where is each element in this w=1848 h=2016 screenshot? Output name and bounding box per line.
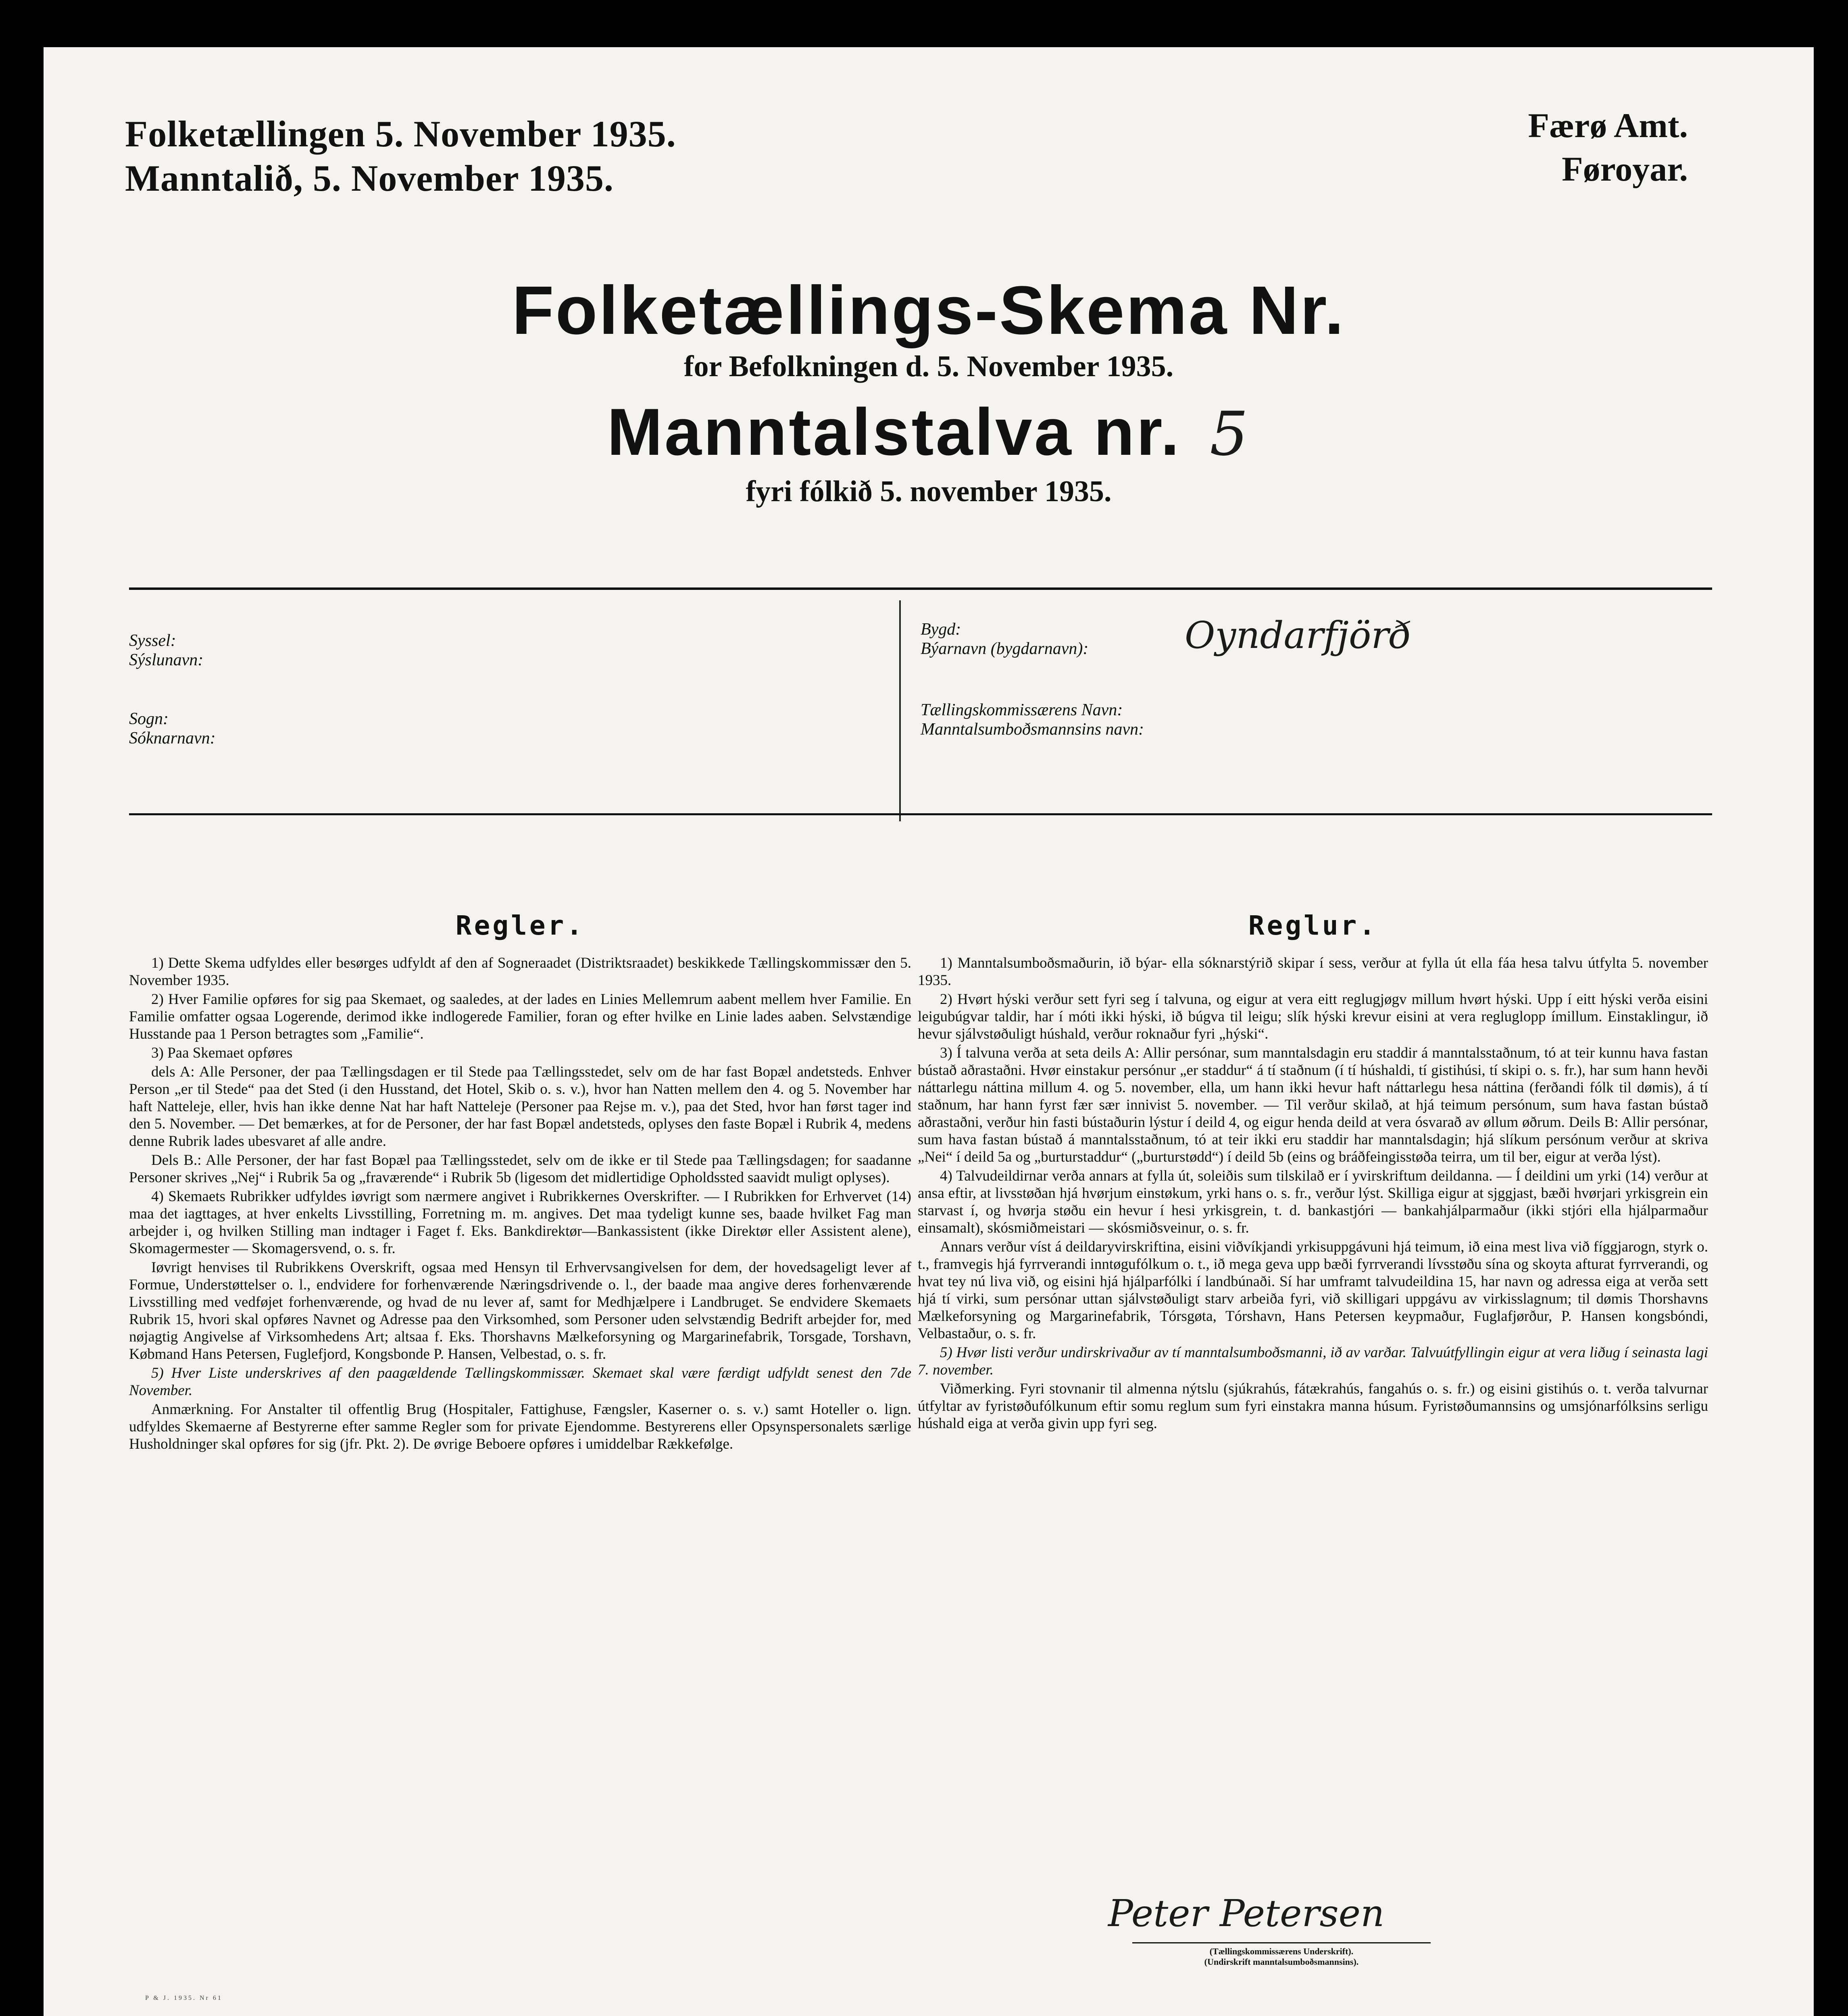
rules-heading-faroese: Reglur. <box>1248 910 1378 941</box>
rule-fo-3: 3) Í talvuna verða at seta deils A: Allir persónar, sum manntalsdagin eru staddir á manntalsstaðnum, tó at teir kunnu hava fastan bústað aðrastaðni. Hvør einstakur persónur „er staddur“ á tí staðnum (í tí húshaldi, tí gistihúsi, tí skipi o. s. fr.), har sum hann hevði náttarlegu náttina millum 4. og 5. november, ella, um hann ikki hevur haft náttarlegu hesa náttina (ferðandi fólk til dømis), á tí staðnum, har hann fyrst fær sær innivist 5. november. — Til verður skilað, at hjá teimum persónum, sum hava fastan bústað aðrastaðni, verður hin fasti bústaðurin lýstur í deild 4, og eigur henda deild at vera ósvarað av øllum øðrum. Deils B: Allir persónar, sum hava fastan bústað á manntalsstaðnum, tó at teir ikki eru staddir har manntalsdagin; hjá slíkum persónum verður at skriva „Nei“ í deild 5a og „burturstaddur“ („burturstødd“) í deild 5b (eins og bráðfeingisstøða teirra, um til ber, eigur at verða lýst). <box>918 1045 1708 1165</box>
print-mark: P & J. 1935. Nr 61 <box>145 1995 223 2001</box>
bottom-divider <box>129 813 1712 815</box>
bygd-label: Bygd: <box>921 620 961 639</box>
bygd-value-handwritten: Oyndarfjörð <box>1185 614 1411 657</box>
header-right-line1: Færø Amt. <box>1528 106 1688 145</box>
rule-fo-note: Viðmerking. Fyri stovnanir til almenna nýtslu (sjúkrahús, fátækrahús, fangahús o. s. fr.) og eisini gistihús o. t. verða talvurnar útfyltar av fyristøðufólkunum eftir somu reglum sum fyri einstakra manna húsum. Fyristøðumannsins og umsjónarfólksins serligu húshald eiga at verða givin upp fyri seg. <box>918 1381 1708 1432</box>
rule-fo-1: 1) Manntalsumboðsmaðurin, ið býar- ella sóknarstýrið skipar í sess, verður at fylla út ella fáa hesa talvu útfylta 5. november 1935. <box>918 955 1708 989</box>
rule-da-note: Anmærkning. For Anstalter til offentlig Brug (Hospitaler, Fattighuse, Fængsler, Kaserner o. s. v.) samt Hoteller o. lign. udfyldes Skemaerne af Bestyrerne efter samme Regler som for private Ejendomme. Bestyrerens eller Opsynspersonalets særlige Husholdninger skal opføres for sig (jfr. Pkt. 2). De øvrige Beboere opføres i umiddelbar Rækkefølge. <box>129 1401 911 1452</box>
sogn-label: Sogn: <box>129 710 169 728</box>
header-right <box>1528 104 1688 191</box>
form-title-danish: Folketællings-Skema Nr. <box>512 272 1346 349</box>
rule-fo-5: 5) Hvør listi verður undirskrivaður av tí manntalsumboðsmanni, ið av varðar. Talvuútfyllingin eigur at vera liðug í seinasta lagi 7. november. <box>918 1344 1708 1378</box>
byarnavn-label: Býarnavn (bygdarnavn): <box>921 639 1089 658</box>
rule-da-4: 4) Skemaets Rubrikker udfyldes iøvrigt som nærmere angivet i Rubrikkernes Overskrifter. — I Rubrikken for Erhvervet (14) maa det iagttages, at hver enkelts Livsstilling, Forretning m. m. angives. Det maa tydeligt kunne ses, baade hvilket Fag man arbejder i, og hvilken Stilling man indtager i Faget f. Eks. Bankdirektør—Bankassistent (ikke Direktør eller Assistent alene), Skomagermester — Skomagersvend, o. s. fr. <box>129 1188 911 1257</box>
handwritten-form-number: 5 <box>1210 399 1250 469</box>
census-form-sheet <box>44 47 1814 2016</box>
umbodsmann-label: Manntalsumboðsmannsins navn: <box>921 720 1144 739</box>
syssel-field <box>129 631 203 670</box>
header-left <box>125 112 676 200</box>
header-left-line2: Manntalið, 5. November 1935. <box>125 158 614 199</box>
rule-da-2: 2) Hver Familie opføres for sig paa Skemaet, og saaledes, at der lades en Linies Mellemrum aabent mellem hver Familie. En Familie omfatter ogsaa Logerende, derimod ikke indlogerede Familier, foran og efter hvilke en Linie lades aaben. Selvstændige Husstande paa 1 Person betragtes som „Familie“. <box>129 991 911 1042</box>
header-left-line1: Folketællingen 5. November 1935. <box>125 113 676 154</box>
signature-caption <box>1124 1946 1439 1967</box>
form-subtitle-faroese: fyri fólkið 5. november 1935. <box>746 475 1112 508</box>
soknarnavn-label: Sóknarnavn: <box>129 729 216 748</box>
rule-fo-4: 4) Talvudeildirnar verða annars at fylla út, soleiðis sum tilskilað er í yvirskriftum deildanna. — Í deildini um yrki (14) verður at ansa eftir, at livsstøðan hjá hvørjum einstøkum, yrki hans o. s. fr., verður lýst. Skilliga eigur at sjggjast, bæði hvørjari yrkisgrein ein starvast í, og hvørja støðu ein hevur í hesi yrkisgrein, t. d. bankastjóri — bankahjálparmaður (ikki stjóri ella hjálparmaður einsamalt), skósmiðmeistari — skósmiðsveinur, o. s. fr. <box>918 1168 1708 1236</box>
sogn-field <box>129 709 216 748</box>
syslunavn-label: Sýslunavn: <box>129 651 204 669</box>
rules-text-danish <box>129 954 911 1454</box>
bygd-field <box>921 620 1088 658</box>
rule-da-5: 5) Hver Liste underskrives af den paagældende Tællingskommissær. Skemaet skal være færdigt udfyldt senest den 7de November. <box>129 1365 911 1399</box>
rule-da-1: 1) Dette Skema udfyldes eller besørges udfyldt af den af Sogneraadet (Distriktsraadet) beskikkede Tællingskommissær den 5. November 1935. <box>129 955 911 989</box>
rules-text-faroese <box>918 954 1708 1434</box>
form-title-faroese-text: Manntalstalva nr. <box>607 395 1181 469</box>
rules-heading-danish: Regler. <box>455 910 585 941</box>
rule-da-3: 3) Paa Skemaet opføres <box>151 1045 293 1061</box>
signature-caption-danish: (Tællingskommissærens Underskrift). <box>1209 1946 1354 1956</box>
rule-da-3b: Dels B.: Alle Personer, der har fast Bopæl paa Tællingsstedet, selv om de ikke er til Stede paa Tællingsdagen; for saadanne Personer skrives „Nej“ i Rubrik 5a og „fraværende“ i Rubrik 5b (ligesom det midlertidige Opholdssted saavidt muligt oplyses). <box>129 1152 911 1186</box>
rule-fo-2: 2) Hvørt hýski verður sett fyri seg í talvuna, og eigur at vera eitt reglugjøgv millum hvørt hýski. Upp í eitt hýski verða eisini leigubúgvar taldir, har í móti ikki hýski, ið búgva til leigu; slík hýski krevur eisini at vera regluglopp ímillum. Einstaklingur, ið hevur sjálvstøðuligt húshald, verður roknaður fyri „hýski“. <box>918 991 1708 1042</box>
signature-line <box>1132 1942 1431 1943</box>
signature-caption-faroese: (Undirskrift manntalsumboðsmannsins). <box>1204 1957 1359 1967</box>
rule-fo-4b: Annars verður víst á deildaryvirskriftina, eisini viðvíkjandi yrkisuppgávuni hjá teimum, ið eina mest liva við fíggjarogn, styrk o. t., framvegis hjá fyrrverandi inntøgufólkum o. t., ið mega geva upp bæði fyrrverandi lívsstøðu sína og skoyta afturat fyrrverandi, og hvat tey nú liva við, og eisini hjá hjálparfólki í landbúnaði. Sí har umframt talvudeildina 15, har navn og adressa eiga at verða sett hjá tí virki, sum persónar uttan sjálvstøðuligt starv arbeiða fyri, við skilligari uppgávu av virkisslagnum; til dømis Thorshavns Mælkeforsyning og Margarinefabrik, Tórsgøta, Tórshavn, Hans Petersen keypmaður, Fuglafjørður, P. Hansen kongsbóndi, Velbastaður, o. s. fr. <box>918 1239 1708 1342</box>
signature-handwritten: Peter Petersen <box>1108 1892 1385 1935</box>
form-title-faroese <box>44 394 1814 470</box>
commissioner-field <box>921 700 1144 739</box>
top-divider <box>129 587 1712 590</box>
form-subtitle-danish: for Befolkningen d. 5. November 1935. <box>683 350 1174 383</box>
commissioner-label: Tællingskommissærens Navn: <box>921 701 1123 719</box>
header-right-line2: Føroyar. <box>1562 150 1688 188</box>
rule-da-3a: dels A: Alle Personer, der paa Tællingsdagen er til Stede paa Tællingsstedet, selv om de har fast Bopæl andetsteds. Enhver Person „er til Stede“ paa det Sted (i den Husstand, det Hotel, Skib o. s. v.), hvor han Natten mellem den 4. og 5. November har haft Natteleje, eller, hvis han ikke denne Nat har haft Natteleje (Personer paa Rejse m. v.), paa det Sted, hvor han først tager ind den 5. November. — Det bemærkes, at for de Personer, der har fast Bopæl andetsteds, oplyses den faste Bopæl i Rubrik 4, medens denne Rubrik lades ubesvaret af alle andre. <box>129 1064 911 1150</box>
rule-da-4b: Iøvrigt henvises til Rubrikkens Overskrift, ogsaa med Hensyn til Erhvervsangivelsen for dem, der hovedsageligt lever af Formue, Understøttelser o. l., endvidere for forhenværende Næringsdrivende o. l., der baade maa angive deres forhenværende Livsstilling med vedføjet forhenværende, og hvad de nu lever af, samt for Medhjælpere i Landbruget. Se endvidere Skemaets Rubrik 15, hvori skal opføres Navnet og Adresse paa den Virksomhed, som Personer uden selvstændig Bedrift arbejder for, med nøjagtig Angivelse af Virksomhedens Art; altsaa f. Eks. Thorshavns Mælkeforsyning og Margarinefabrik, Torsgade, Torshavn, Købmand Hans Petersen, Fuglefjord, Kongsbonde P. Hansen, Velbestad, o. s. fr. <box>129 1259 911 1362</box>
syssel-label: Syssel: <box>129 631 176 650</box>
field-column-divider <box>899 600 901 821</box>
